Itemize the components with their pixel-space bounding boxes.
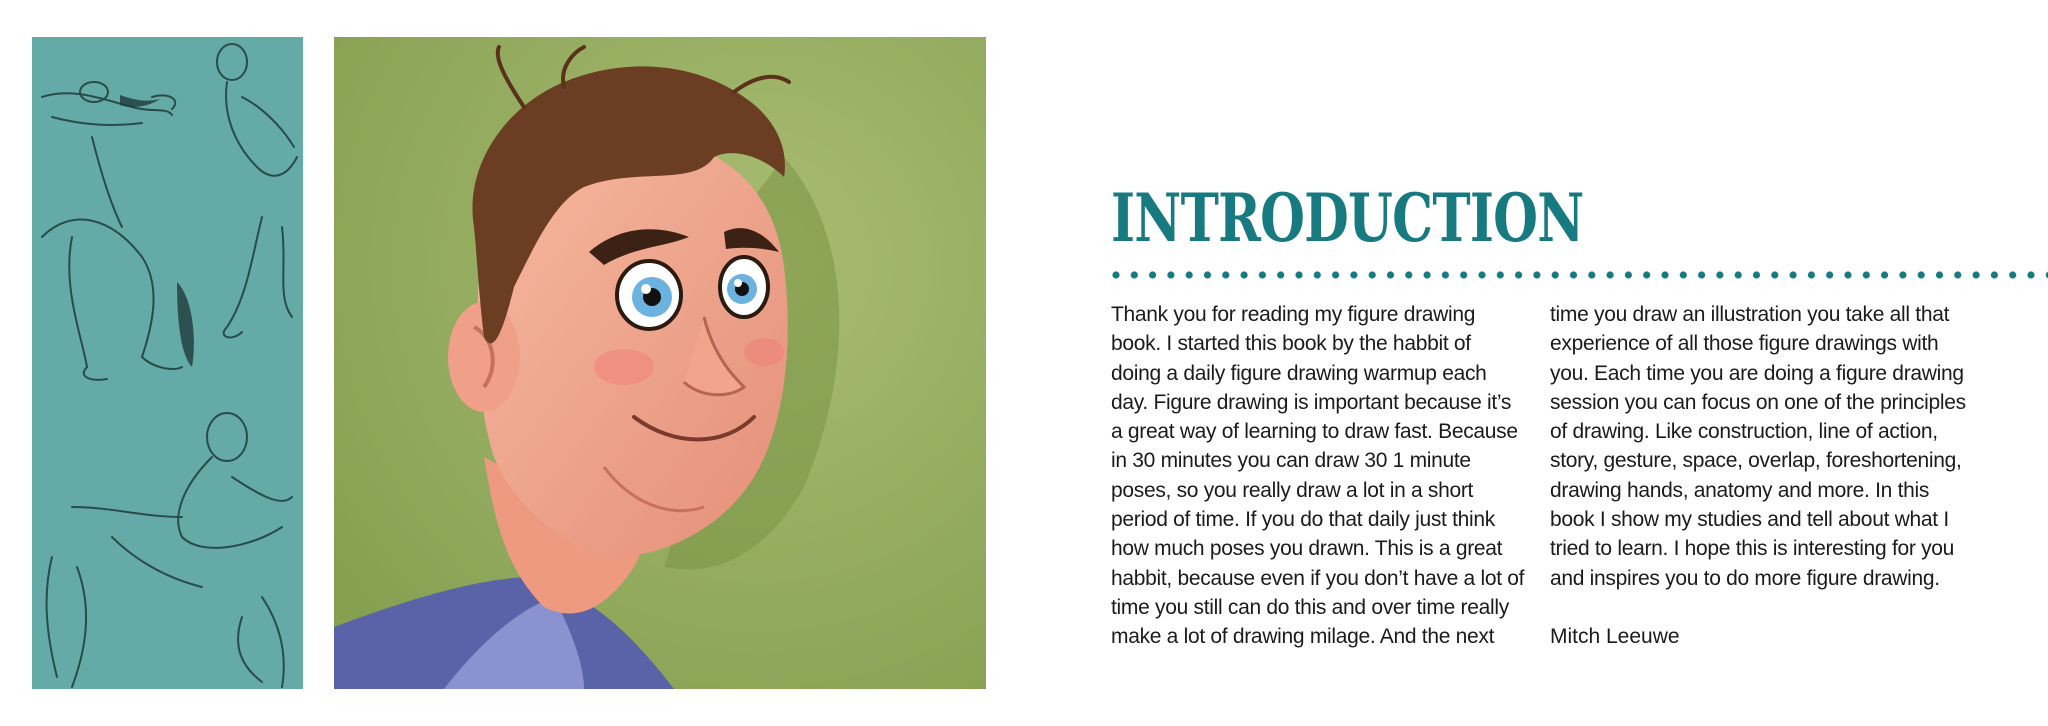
- cartoon-portrait-image: [334, 37, 986, 689]
- figure-sketches-image: [32, 37, 303, 689]
- page-title: INTRODUCTION: [1111, 179, 1584, 257]
- dotted-divider: [1111, 270, 2048, 280]
- author-signature: Mitch Leeuwe: [1550, 625, 1680, 648]
- body-text-left-column: Thank you for reading my figure drawing book. I started this book by the habbit of doing a daily figure drawing warmup each day. Figure drawing is important because it’s a great way of learning to draw fast. Because in 30 minutes you can draw 30 1 minute poses, so you really draw a lot in a short period of time. If you do that daily just think how much poses you drawn. This is a great habbit, because even if you don’t have a lot of time you still can do this and over time really make a lot of drawing milage. And the next: [1111, 303, 1525, 649]
- body-text-right-column: time you draw an illustration you take all that experience of all those figure drawings with you. Each time you are doing a figure drawing session you can focus on one of the principles of drawing. Like construction, line of action, story, gesture, space, overlap, foreshortening, drawing hands, anatomy and more. In this book I show my studies and tell about what I tried to learn. I hope this is interesting for you and inspires you to do more figure drawing.: [1550, 303, 1966, 590]
